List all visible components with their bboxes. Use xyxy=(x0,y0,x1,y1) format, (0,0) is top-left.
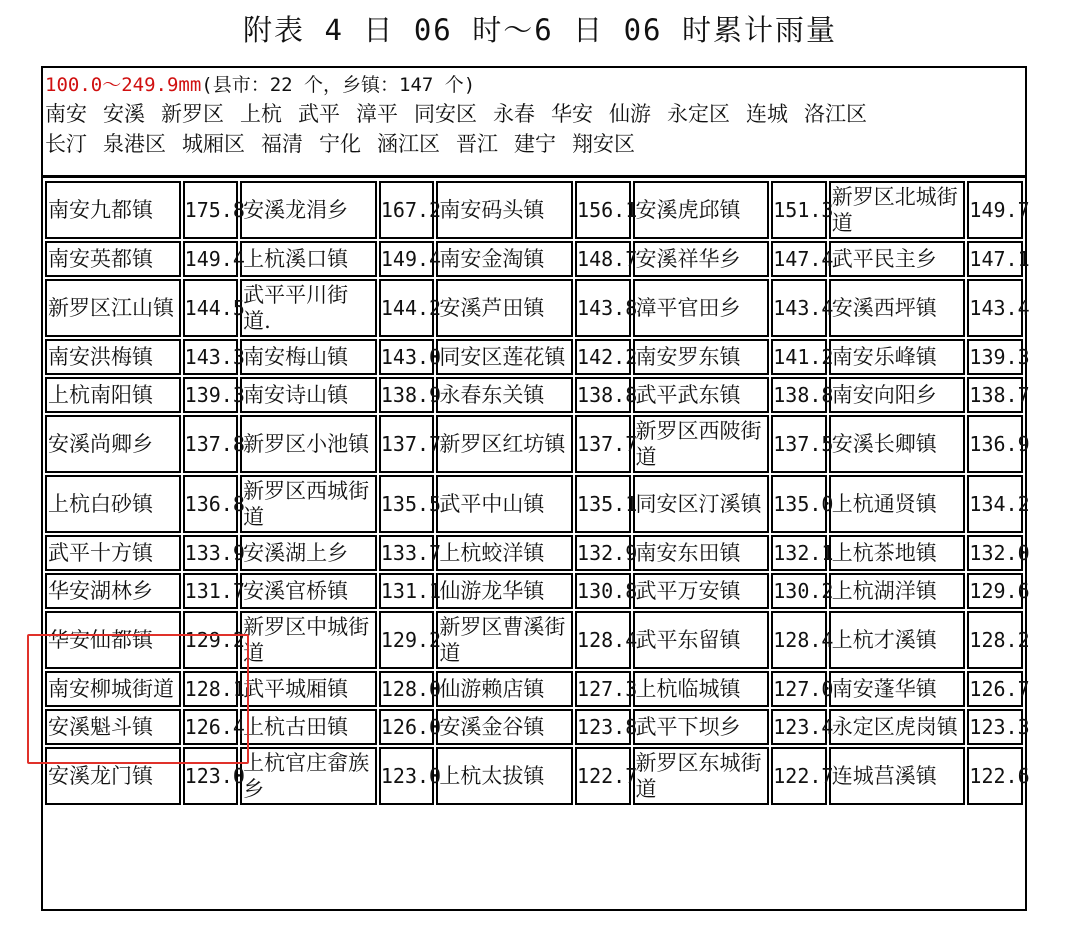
station-name: 安溪湖上乡 xyxy=(240,535,377,571)
rainfall-value: 133.7 xyxy=(379,535,435,571)
rainfall-value: 131.1 xyxy=(379,573,435,609)
station-name: 上杭临城镇 xyxy=(633,671,770,707)
station-name: 武平武东镇 xyxy=(633,377,770,413)
station-name: 连城莒溪镇 xyxy=(829,747,966,805)
rainfall-value: 129.6 xyxy=(967,573,1023,609)
station-name: 武平民主乡 xyxy=(829,241,966,277)
station-name: 上杭湖洋镇 xyxy=(829,573,966,609)
rainfall-value: 141.2 xyxy=(771,339,827,375)
rainfall-value: 143.4 xyxy=(771,279,827,337)
rainfall-value: 151.3 xyxy=(771,181,827,239)
table-row xyxy=(45,475,1023,533)
station-name: 武平万安镇 xyxy=(633,573,770,609)
rainfall-value: 135.0 xyxy=(771,475,827,533)
station-name: 上杭南阳镇 xyxy=(45,377,181,413)
rainfall-value: 148.7 xyxy=(575,241,631,277)
rainfall-value: 129.2 xyxy=(379,611,435,669)
station-name: 上杭蛟洋镇 xyxy=(436,535,573,571)
table-row xyxy=(45,535,1023,571)
rainfall-value: 136.9 xyxy=(967,415,1023,473)
rainfall-value: 122.7 xyxy=(575,747,631,805)
station-name: 安溪长卿镇 xyxy=(829,415,966,473)
rainfall-value: 144.2 xyxy=(379,279,435,337)
station-name: 南安向阳乡 xyxy=(829,377,966,413)
rainfall-value: 135.1 xyxy=(575,475,631,533)
station-name: 安溪西坪镇 xyxy=(829,279,966,337)
station-name: 上杭白砂镇 xyxy=(45,475,181,533)
county-name: 涵江区 xyxy=(377,132,440,156)
station-name: 上杭古田镇 xyxy=(240,709,377,745)
station-name: 新罗区红坊镇 xyxy=(436,415,573,473)
county-name: 永春 xyxy=(493,102,535,126)
rainfall-value: 127.3 xyxy=(575,671,631,707)
station-name: 南安罗东镇 xyxy=(633,339,770,375)
station-name: 南安梅山镇 xyxy=(240,339,377,375)
county-name: 建宁 xyxy=(514,132,556,156)
rainfall-value: 128.4 xyxy=(575,611,631,669)
rainfall-value: 134.2 xyxy=(967,475,1023,533)
rainfall-value: 142.2 xyxy=(575,339,631,375)
rainfall-value: 147.1 xyxy=(967,241,1023,277)
rainfall-value: 128.4 xyxy=(771,611,827,669)
rainfall-value: 143.3 xyxy=(183,339,239,375)
station-name: 安溪官桥镇 xyxy=(240,573,377,609)
station-name: 华安仙都镇 xyxy=(45,611,181,669)
station-name: 永定区虎岗镇 xyxy=(829,709,966,745)
table-row xyxy=(45,181,1023,239)
station-name: 同安区汀溪镇 xyxy=(633,475,770,533)
rainfall-value: 132.0 xyxy=(967,535,1023,571)
rainfall-value: 126.0 xyxy=(379,709,435,745)
county-name: 武平 xyxy=(298,102,340,126)
rainfall-value: 126.7 xyxy=(967,671,1023,707)
rainfall-value: 138.9 xyxy=(379,377,435,413)
station-name: 武平城厢镇 xyxy=(240,671,377,707)
station-name: 安溪龙门镇 xyxy=(45,747,181,805)
county-name: 安溪 xyxy=(103,102,145,126)
county-name: 新罗区 xyxy=(161,102,224,126)
station-name: 武平东留镇 xyxy=(633,611,770,669)
rainfall-value: 122.7 xyxy=(771,747,827,805)
highlight-box xyxy=(27,634,249,764)
station-name: 武平中山镇 xyxy=(436,475,573,533)
page-title: 附表 4 日 06 时～6 日 06 时累计雨量 xyxy=(243,13,837,47)
rainfall-value: 137.5 xyxy=(771,415,827,473)
rainfall-value: 139.3 xyxy=(967,339,1023,375)
county-name: 城厢区 xyxy=(182,132,245,156)
rainfall-value: 131.7 xyxy=(183,573,239,609)
rainfall-value: 143.0 xyxy=(379,339,435,375)
station-name: 南安九都镇 xyxy=(45,181,181,239)
rainfall-value: 144.5 xyxy=(183,279,239,337)
rainfall-value: 138.8 xyxy=(575,377,631,413)
rainfall-value: 149.4 xyxy=(183,241,239,277)
station-name: 上杭茶地镇 xyxy=(829,535,966,571)
county-name: 南安 xyxy=(45,102,87,126)
range-line xyxy=(45,71,1025,99)
rainfall-value: 129.2 xyxy=(183,611,239,669)
station-name: 安溪金谷镇 xyxy=(436,709,573,745)
rainfall-value: 147.4 xyxy=(771,241,827,277)
station-name: 新罗区小池镇 xyxy=(240,415,377,473)
station-name: 仙游赖店镇 xyxy=(436,671,573,707)
station-name: 南安蓬华镇 xyxy=(829,671,966,707)
rainfall-value: 138.8 xyxy=(771,377,827,413)
county-name: 翔安区 xyxy=(572,132,635,156)
table-row xyxy=(45,415,1023,473)
station-name: 南安金淘镇 xyxy=(436,241,573,277)
station-name: 安溪尚卿乡 xyxy=(45,415,181,473)
rainfall-value: 123.8 xyxy=(575,709,631,745)
station-name: 新罗区江山镇 xyxy=(45,279,181,337)
rainfall-value: 123.0 xyxy=(379,747,435,805)
station-name: 安溪祥华乡 xyxy=(633,241,770,277)
station-name: 新罗区东城街道 xyxy=(633,747,770,805)
station-name: 南安柳城街道 xyxy=(45,671,181,707)
range-count: (县市：22 个，乡镇：147 个) xyxy=(201,74,476,96)
table-row xyxy=(45,339,1023,375)
station-name: 漳平官田乡 xyxy=(633,279,770,337)
station-name: 安溪魁斗镇 xyxy=(45,709,181,745)
county-name: 同安区 xyxy=(414,102,477,126)
rainfall-value: 128.2 xyxy=(967,611,1023,669)
rainfall-value: 123.4 xyxy=(771,709,827,745)
rainfall-value: 128.0 xyxy=(379,671,435,707)
rainfall-value: 167.2 xyxy=(379,181,435,239)
rainfall-value: 130.2 xyxy=(771,573,827,609)
rainfall-value: 137.8 xyxy=(183,415,239,473)
county-name: 华安 xyxy=(551,102,593,126)
county-name: 仙游 xyxy=(609,102,651,126)
station-name: 上杭太拔镇 xyxy=(436,747,573,805)
station-name: 新罗区曹溪街道 xyxy=(436,611,573,669)
station-name: 上杭溪口镇 xyxy=(240,241,377,277)
county-name: 泉港区 xyxy=(103,132,166,156)
rainfall-value: 149.4 xyxy=(379,241,435,277)
rainfall-value: 139.3 xyxy=(183,377,239,413)
rainfall-value: 123.0 xyxy=(183,747,239,805)
table-row xyxy=(45,573,1023,609)
county-list-line-2 xyxy=(45,129,1025,159)
station-name: 安溪虎邱镇 xyxy=(633,181,770,239)
table-row xyxy=(45,241,1023,277)
rainfall-table-frame xyxy=(41,66,1030,911)
county-name: 宁化 xyxy=(319,132,361,156)
station-name: 武平下坝乡 xyxy=(633,709,770,745)
station-name: 南安洪梅镇 xyxy=(45,339,181,375)
county-name: 福清 xyxy=(261,132,303,156)
station-name: 安溪龙涓乡 xyxy=(240,181,377,239)
rainfall-value: 130.8 xyxy=(575,573,631,609)
station-name: 南安东田镇 xyxy=(633,535,770,571)
range-header xyxy=(43,68,1025,178)
county-name: 漳平 xyxy=(356,102,398,126)
county-list-line-1 xyxy=(45,99,1025,129)
station-name: 永春东关镇 xyxy=(436,377,573,413)
station-name: 新罗区西陂街道 xyxy=(633,415,770,473)
rainfall-value: 137.7 xyxy=(379,415,435,473)
rainfall-value: 132.1 xyxy=(771,535,827,571)
station-name: 同安区莲花镇 xyxy=(436,339,573,375)
station-name: 新罗区西城街道 xyxy=(240,475,377,533)
rainfall-value: 136.8 xyxy=(183,475,239,533)
table-row xyxy=(45,377,1023,413)
station-name: 安溪芦田镇 xyxy=(436,279,573,337)
county-name: 洛江区 xyxy=(804,102,867,126)
county-name: 连城 xyxy=(746,102,788,126)
rainfall-value: 156.1 xyxy=(575,181,631,239)
rainfall-value: 126.4 xyxy=(183,709,239,745)
county-name: 长汀 xyxy=(45,132,87,156)
rainfall-value: 127.0 xyxy=(771,671,827,707)
rainfall-value: 137.7 xyxy=(575,415,631,473)
rainfall-value: 133.9 xyxy=(183,535,239,571)
rainfall-value: 128.1 xyxy=(183,671,239,707)
rainfall-value: 123.3 xyxy=(967,709,1023,745)
county-name: 上杭 xyxy=(240,102,282,126)
rainfall-value: 122.6 xyxy=(967,747,1023,805)
station-name: 武平平川街道. xyxy=(240,279,377,337)
station-name: 南安码头镇 xyxy=(436,181,573,239)
station-name: 新罗区北城街道 xyxy=(829,181,966,239)
station-name: 上杭通贤镇 xyxy=(829,475,966,533)
station-name: 南安英都镇 xyxy=(45,241,181,277)
rainfall-value: 175.8 xyxy=(183,181,239,239)
station-name: 新罗区中城街道 xyxy=(240,611,377,669)
station-name: 武平十方镇 xyxy=(45,535,181,571)
rainfall-value: 143.4 xyxy=(967,279,1023,337)
station-name: 上杭才溪镇 xyxy=(829,611,966,669)
rainfall-value: 132.9 xyxy=(575,535,631,571)
station-name: 上杭官庄畲族乡 xyxy=(240,747,377,805)
county-name: 永定区 xyxy=(667,102,730,126)
range-label: 100.0～249.9mm xyxy=(45,74,202,96)
rainfall-value: 135.5 xyxy=(379,475,435,533)
station-name: 南安乐峰镇 xyxy=(829,339,966,375)
station-name: 仙游龙华镇 xyxy=(436,573,573,609)
rainfall-value: 149.7 xyxy=(967,181,1023,239)
table-row xyxy=(45,279,1023,337)
station-name: 华安湖林乡 xyxy=(45,573,181,609)
rainfall-value: 138.7 xyxy=(967,377,1023,413)
county-name: 晋江 xyxy=(456,132,498,156)
station-name: 南安诗山镇 xyxy=(240,377,377,413)
rainfall-value: 143.8 xyxy=(575,279,631,337)
